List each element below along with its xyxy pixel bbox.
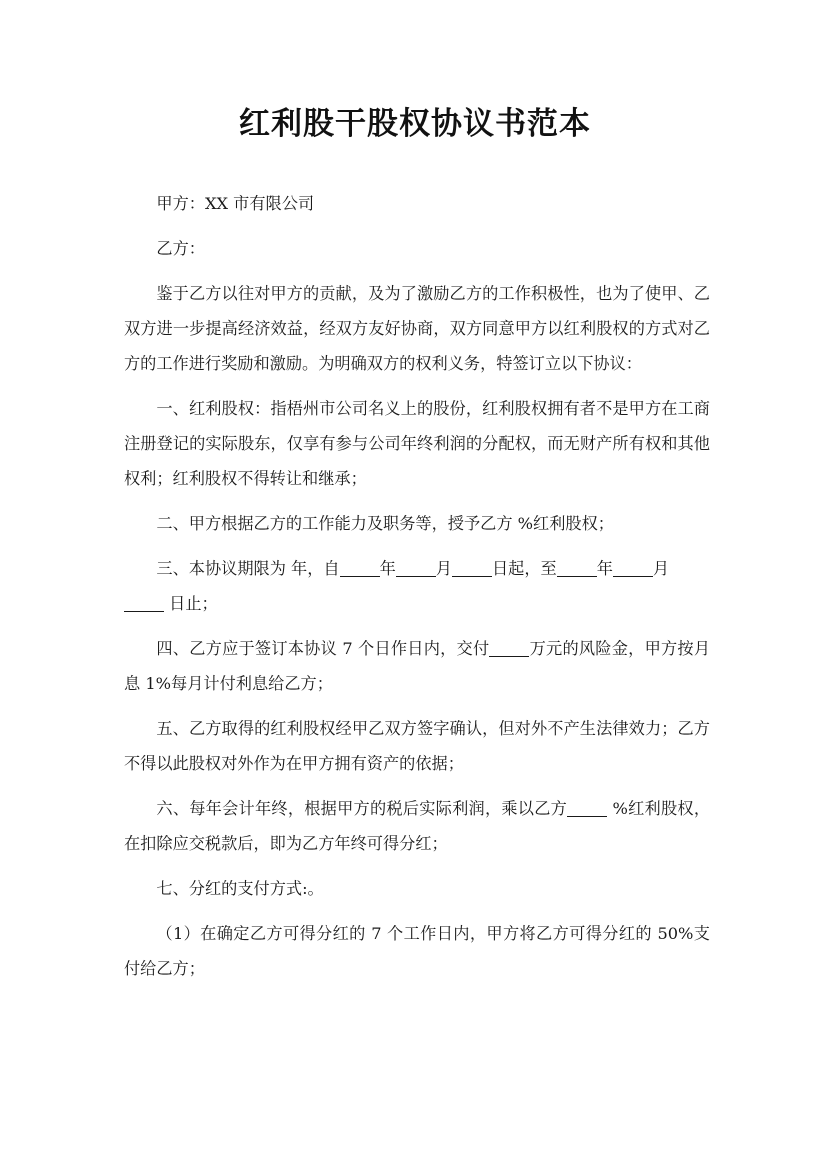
clause-3-text: 月 — [435, 559, 452, 578]
clause-6 — [124, 791, 710, 861]
party-b: 乙方： — [156, 239, 205, 258]
blank-line — [567, 799, 607, 817]
blank-line — [452, 559, 492, 577]
clause-3 — [124, 551, 710, 621]
blank-line — [124, 594, 164, 612]
clause-4-text: 万元的风险金，甲方按月息 1%每月计付利息给乙方； — [124, 639, 711, 693]
clause-4-text: 四、乙方应于签订本协议 7 个日作日内，交付 — [156, 639, 490, 658]
preamble: 鉴于乙方以往对甲方的贡献，及为了激励乙方的工作积极性，也为了使甲、乙双方进一步提高经济效益，经双方友好协商，双方同意甲方以红利股权的方式对乙方的工作进行奖励和激励。为明确双方的权利义务，特签订立以下协议： — [124, 284, 710, 373]
blank-line — [489, 639, 529, 657]
clause-4 — [124, 631, 710, 701]
clause-3-text: 日起，至 — [491, 559, 557, 578]
clause-6-text: %红利股权，在扣除应交税款后，即为乙方年终可得分红； — [124, 799, 711, 853]
document-title: 红利股干股权协议书范本 — [239, 106, 591, 142]
clause-3-text: 年 — [379, 559, 396, 578]
clause-6-text: 六、每年会计年终，根据甲方的税后实际利润，乘以乙方 — [156, 799, 568, 818]
document-body — [124, 186, 710, 996]
clause-1: 一、红利股权：指梧州市公司名义上的股份，红利股权拥有者不是甲方在工商注册登记的实际股东，仅享有参与公司年终利润的分配权，而无财产所有权和其他权利；红利股权不得转让和继承； — [124, 399, 710, 488]
blank-line — [557, 559, 597, 577]
clause-3-text: 年 — [596, 559, 613, 578]
blank-line — [613, 559, 653, 577]
clause-3-text: 日止； — [164, 594, 218, 613]
clause-3-text: 三、本协议期限为 年，自 — [156, 559, 340, 578]
clause-2: 二、甲方根据乙方的工作能力及职务等，授予乙方 %红利股权； — [156, 514, 614, 533]
clause-3-text: 月 — [652, 559, 670, 578]
clause-7-1: （1）在确定乙方可得分红的 7 个工作日内，甲方将乙方可得分红的 50%支付给乙方； — [124, 924, 710, 978]
blank-line — [396, 559, 436, 577]
clause-7: 七、分红的支付方式:。 — [156, 879, 324, 898]
clause-5: 五、乙方取得的红利股权经甲乙双方签字确认，但对外不产生法律效力；乙方不得以此股权对外作为在甲方拥有资产的依据； — [124, 719, 710, 773]
blank-line — [340, 559, 380, 577]
party-a: 甲方：XX 市有限公司 — [156, 194, 315, 213]
